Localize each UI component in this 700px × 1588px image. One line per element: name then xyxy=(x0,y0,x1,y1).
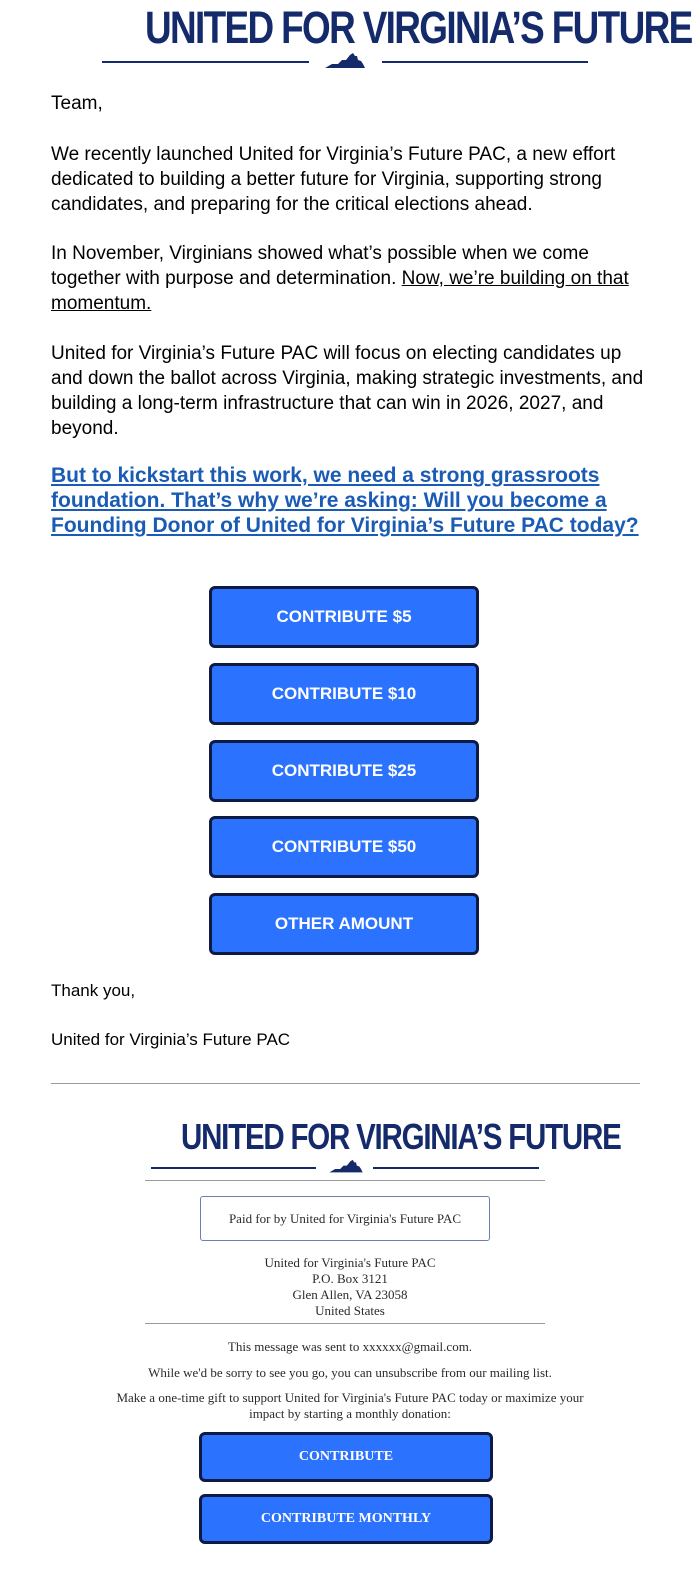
address-city: Glen Allen, VA 23058 xyxy=(292,1287,408,1302)
address-name: United for Virginia's Future PAC xyxy=(264,1255,436,1270)
signature: United for Virginia’s Future PAC xyxy=(51,1030,291,1049)
unsubscribe-text[interactable]: While we'd be sorry to see you go, you can unsubscribe from our mailing list. xyxy=(148,1365,552,1380)
greeting: Team, xyxy=(51,93,103,114)
address-po-box: P.O. Box 3121 xyxy=(312,1271,388,1286)
footer-virginia-state-icon xyxy=(328,1159,364,1174)
gift-text-line-2: impact by starting a monthly donation: xyxy=(249,1406,451,1421)
paragraph-momentum xyxy=(51,241,651,316)
founding-donor-link[interactable]: But to kickstart this work, we need a strong grassroots foundation. That’s why we’re asking: Will you become a Founding Donor of United for Virginia’s Future PAC today? xyxy=(51,464,639,537)
header-logo-text: UNITED FOR VIRGINIA’S FUTURE xyxy=(145,2,692,53)
footer-logo-text: UNITED FOR VIRGINIA’S FUTURE xyxy=(181,1116,621,1157)
paragraph-launch: We recently launched United for Virginia’s Future PAC, a new effort dedicated to building a better future for Virginia, supporting strong candidates, and preparing for the critical elections ahead. xyxy=(51,144,616,215)
footer-logo-rule-left xyxy=(151,1167,316,1169)
paid-for-disclaimer: Paid for by United for Virginia's Future PAC xyxy=(200,1196,490,1241)
email-header xyxy=(0,0,700,80)
contribute-25-button[interactable]: CONTRIBUTE $25 xyxy=(209,740,479,802)
gift-text-line-1: Make a one-time gift to support United for Virginia's Future PAC today or maximize your xyxy=(116,1390,584,1405)
footer-logo xyxy=(145,1115,621,1183)
footer-separator-top xyxy=(145,1180,545,1181)
footer-separator-bottom xyxy=(145,1323,545,1324)
logo-rule-right xyxy=(382,61,588,63)
footer-contribute-button[interactable]: CONTRIBUTE xyxy=(199,1432,493,1482)
momentum-underlined-text: Now, we’re building on that momentum. xyxy=(51,268,629,314)
thank-you-text: Thank you, xyxy=(51,981,136,1000)
logo-rule-left xyxy=(102,61,309,63)
contribute-10-button[interactable]: CONTRIBUTE $10 xyxy=(209,663,479,725)
virginia-state-icon xyxy=(324,52,366,70)
sent-to-text: This message was sent to xxxxxx@gmail.com. xyxy=(227,1339,473,1354)
other-amount-button[interactable]: OTHER AMOUNT xyxy=(209,893,479,955)
contribute-50-button[interactable]: CONTRIBUTE $50 xyxy=(209,816,479,878)
paragraph-momentum-start: In November, Virginians showed what’s possible when we come together with purpose and determination. xyxy=(51,243,589,289)
footer-divider xyxy=(51,1083,640,1084)
paragraph-focus: United for Virginia’s Future PAC will focus on electing candidates up and down the ballot across Virginia, making strategic investments, and building a long-term infrastructure that can win in 2026, 2027, and beyond. xyxy=(51,343,644,439)
address-country: United States xyxy=(315,1303,385,1318)
contribute-5-button[interactable]: CONTRIBUTE $5 xyxy=(209,586,479,648)
footer-contribute-monthly-button[interactable]: CONTRIBUTE MONTHLY xyxy=(199,1494,493,1544)
footer-logo-rule-right xyxy=(373,1167,539,1169)
